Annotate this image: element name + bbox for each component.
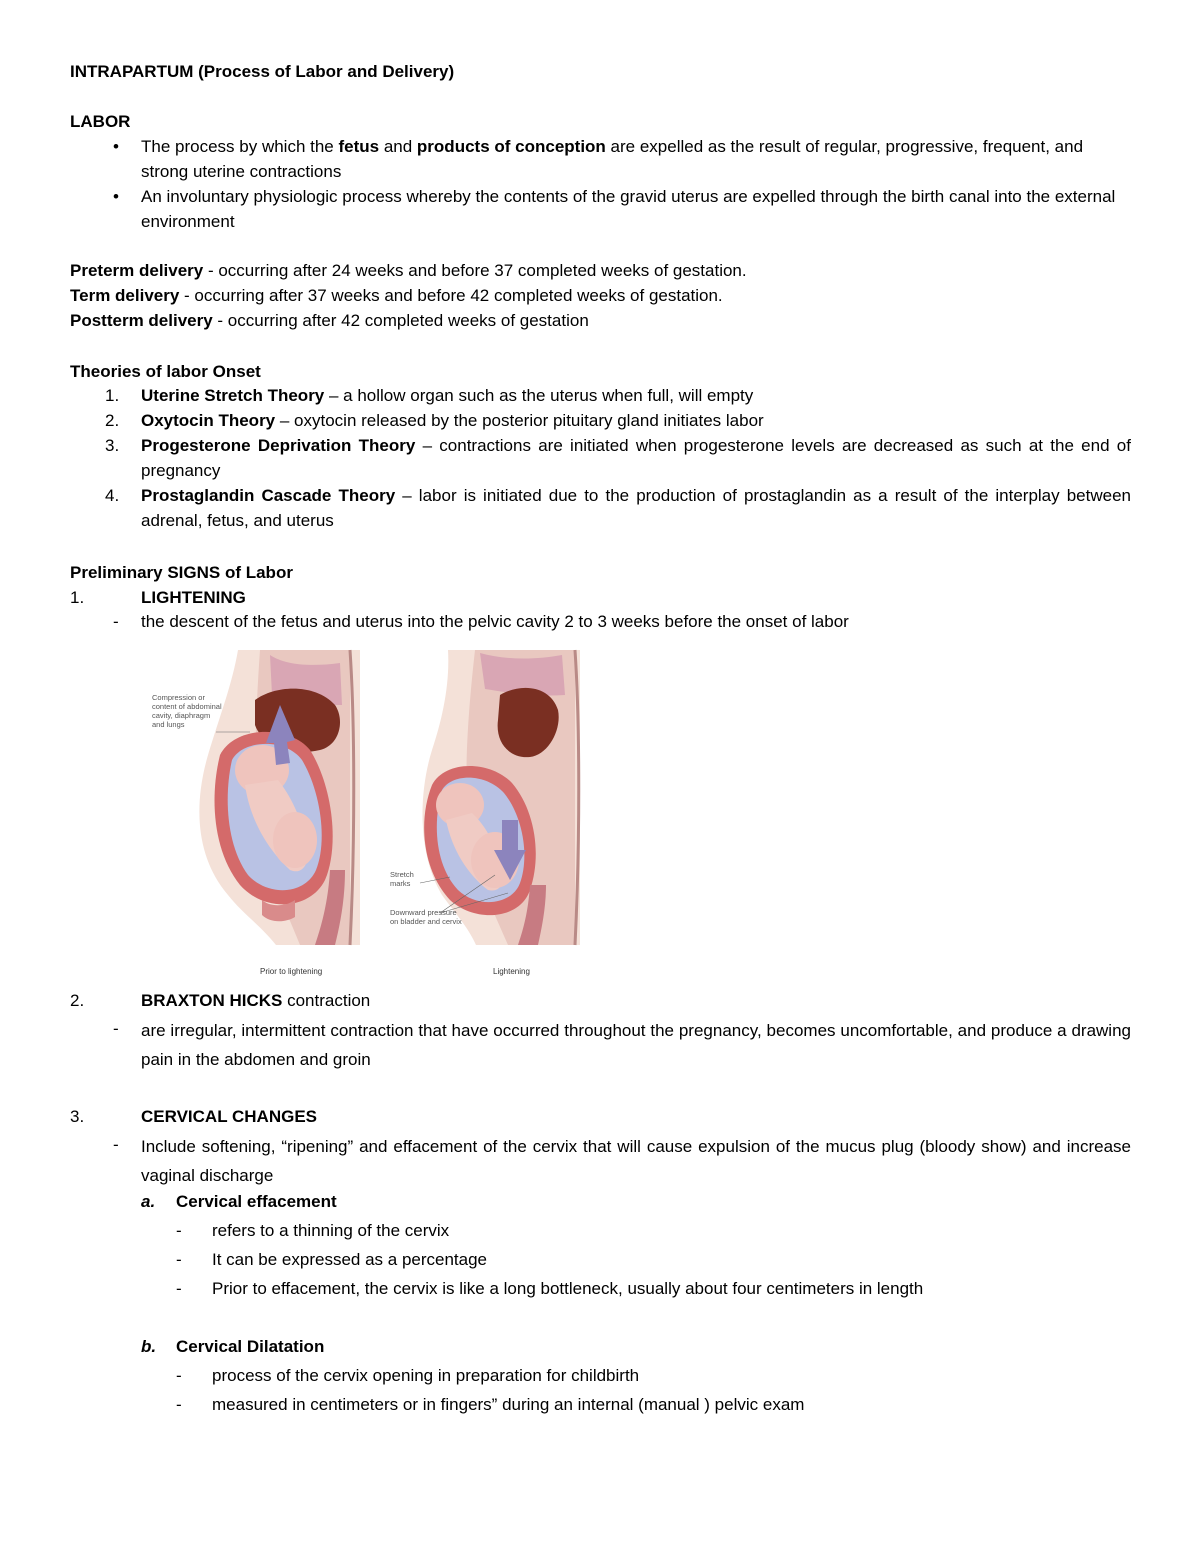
delivery-term: Term delivery - occurring after 37 weeks and before 42 completed weeks of gestation. (70, 286, 723, 305)
dash-icon: - (176, 1250, 182, 1269)
list-number: 3. (70, 1107, 85, 1126)
figure-label-pressure: on bladder and cervix (390, 917, 462, 926)
theory-item: Prostaglandin Cascade Theory – labor is initiated due to the production of prostaglandin as a result of the interplay between adrenal, fetus, and uterus (141, 486, 1132, 530)
figure-label-compression: and lungs (152, 720, 185, 729)
figure-label-compression: content of abdominal (152, 702, 222, 711)
dilatation-item: measured in centimeters or in fingers” during an internal (manual ) pelvic exam (212, 1395, 805, 1414)
labor-bullet-2: An involuntary physiologic process whereby the contents of the gravid uterus are expelled through the birth canal into the external environment (141, 187, 1116, 231)
list-number: 1. (105, 386, 120, 405)
effacement-title: Cervical effacement (176, 1192, 337, 1211)
cervical-desc: Include softening, “ripening” and effacement of the cervix that will cause expulsion of the mucus plug (bloody show) and increase vaginal discharge (141, 1137, 1131, 1185)
delivery-preterm: Preterm delivery - occurring after 24 weeks and before 37 completed weeks of gestation. (70, 261, 747, 280)
theories-heading: Theories of labor Onset (70, 362, 261, 381)
dash-icon: - (113, 612, 119, 631)
labor-heading: LABOR (70, 112, 131, 131)
lightening-figure (420, 650, 580, 945)
dash-icon: - (176, 1221, 182, 1240)
lightening-desc: the descent of the fetus and uterus into the pelvic cavity 2 to 3 weeks before the onset of labor (141, 612, 849, 631)
list-number: 2. (105, 411, 120, 430)
dash-icon: - (176, 1366, 182, 1385)
figure-caption-left: Prior to lightening (260, 967, 323, 976)
braxton-title: BRAXTON HICKS contraction (141, 991, 371, 1010)
labor-bullet-1: The process by which the fetus and products of conception are expelled as the result of regular, progressive, frequent, and strong uterine contractions (141, 137, 1084, 181)
list-number: 2. (70, 991, 85, 1010)
dash-icon: - (176, 1279, 182, 1298)
cervical-title: CERVICAL CHANGES (141, 1107, 318, 1126)
braxton-desc: are irregular, intermittent contraction that have occurred throughout the pregnancy, becomes uncomfortable, and produce a drawing pain in the abdomen and groin (141, 1021, 1131, 1069)
lightening-illustration (150, 645, 590, 985)
list-number: 1. (70, 588, 85, 607)
dilatation-title: Cervical Dilatation (176, 1337, 325, 1356)
sub-letter: b. (141, 1337, 157, 1356)
list-number: 4. (105, 486, 120, 505)
theory-item: Oxytocin Theory – oxytocin released by the posterior pituitary gland initiates labor (141, 411, 764, 430)
bullet-icon: • (113, 137, 119, 156)
dash-icon: - (113, 1019, 119, 1038)
sub-letter: a. (141, 1192, 156, 1211)
figure-label-stretch: Stretch (390, 870, 414, 879)
figure-label-compression: cavity, diaphragm (152, 711, 211, 720)
figure-caption-right: Lightening (493, 967, 530, 976)
dash-icon: - (113, 1135, 119, 1154)
theory-item: Progesterone Deprivation Theory – contractions are initiated when progesterone levels are decreased as such at the end of pregnancy (141, 436, 1131, 480)
effacement-item: Prior to effacement, the cervix is like a long bottleneck, usually about four centimeters in length (212, 1279, 924, 1298)
list-number: 3. (105, 436, 120, 455)
bullet-icon: • (113, 187, 119, 206)
figure-label-stretch: marks (390, 879, 411, 888)
dash-icon: - (176, 1395, 182, 1414)
signs-heading: Preliminary SIGNS of Labor (70, 563, 293, 582)
theory-item: Uterine Stretch Theory – a hollow organ such as the uterus when full, will empty (141, 386, 754, 405)
prior-to-lightening-figure (199, 650, 360, 945)
effacement-item: refers to a thinning of the cervix (212, 1221, 450, 1240)
delivery-postterm: Postterm delivery - occurring after 42 completed weeks of gestation (70, 311, 589, 330)
page-title: INTRAPARTUM (Process of Labor and Delivery) (70, 62, 455, 81)
lightening-title: LIGHTENING (141, 588, 246, 607)
effacement-item: It can be expressed as a percentage (212, 1250, 488, 1269)
dilatation-item: process of the cervix opening in preparation for childbirth (212, 1366, 640, 1385)
figure-label-pressure: Downward pressure (390, 908, 457, 917)
figure-label-compression: Compression or (152, 693, 205, 702)
